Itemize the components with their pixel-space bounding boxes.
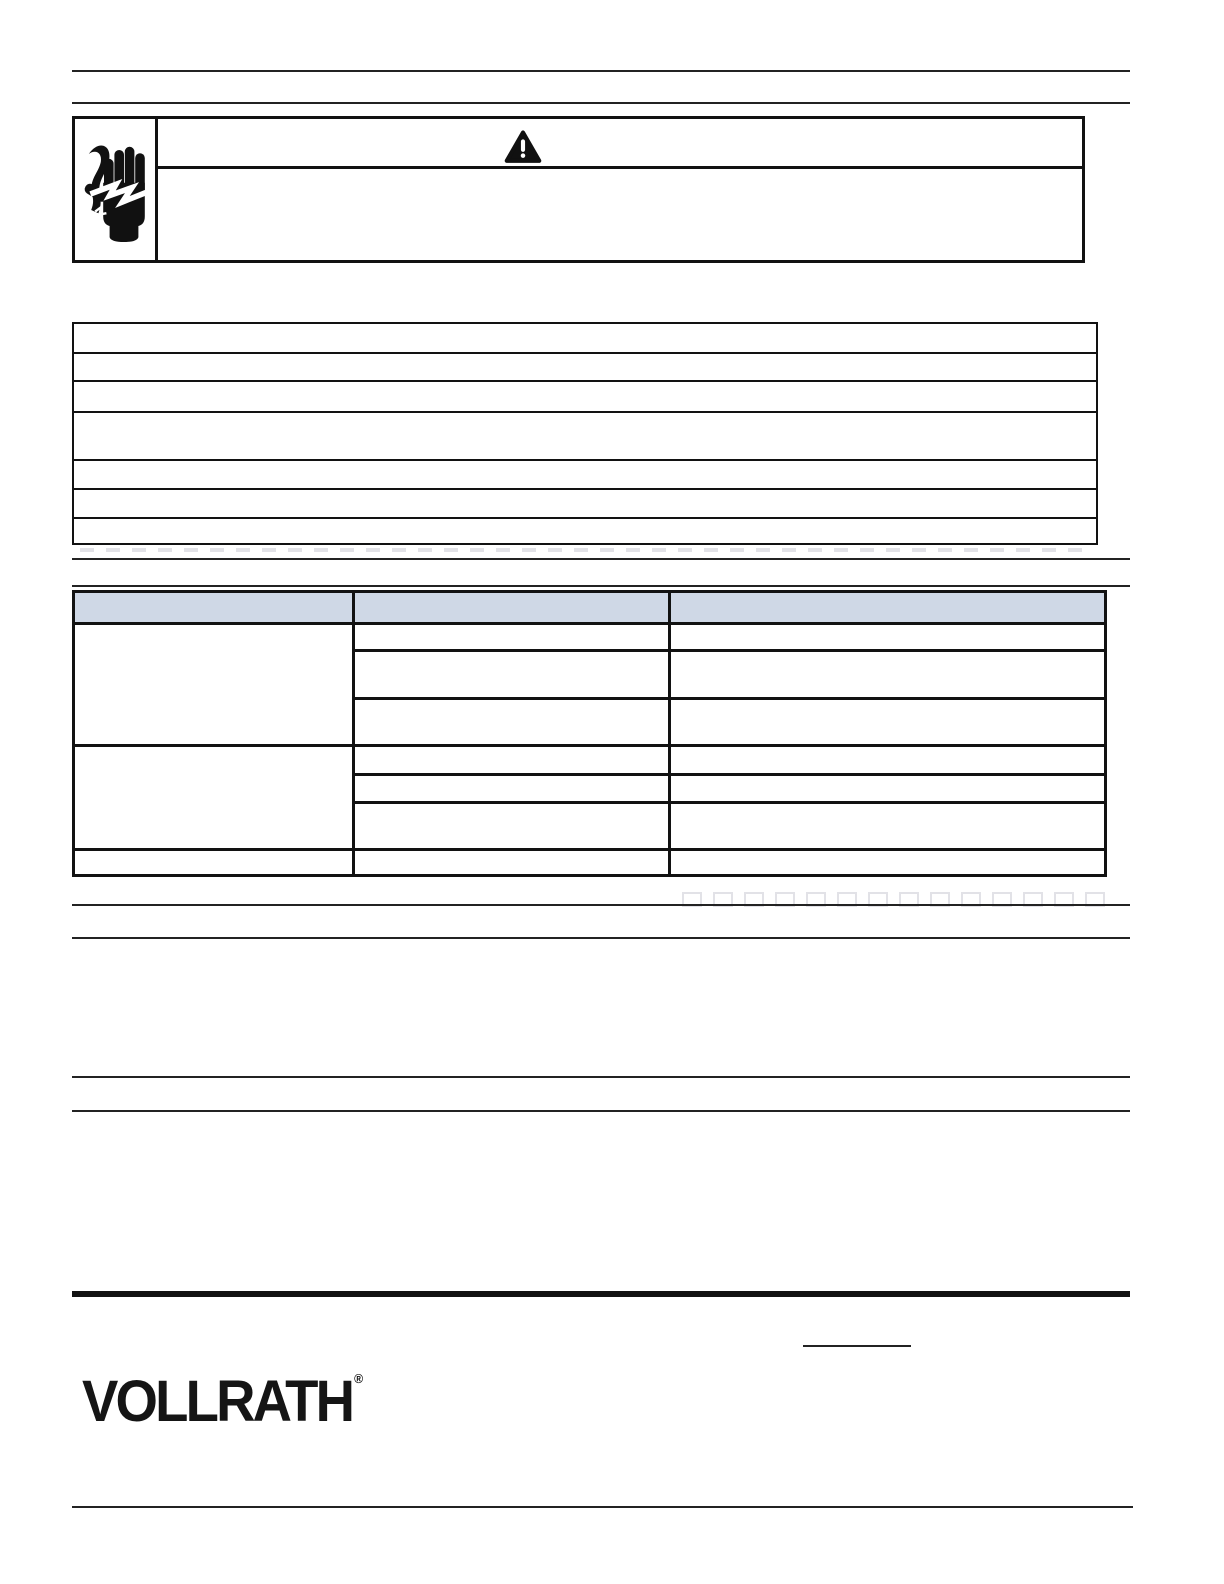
- warning-panel-icon-divider: [155, 116, 158, 263]
- header-rule-top: [72, 70, 1130, 72]
- vollrath-logo: [82, 1369, 364, 1434]
- section-rule: [72, 585, 1130, 587]
- list-table: [72, 322, 1098, 545]
- warning-panel: [72, 116, 1085, 263]
- troubleshooting-table-subrow-divider: [352, 649, 1107, 652]
- vollrath-logo-text: VOLLRATH: [82, 1369, 353, 1434]
- footer-bottom-rule: [72, 1506, 1133, 1508]
- section-rule: [72, 558, 1130, 560]
- warning-panel-header-divider: [155, 166, 1085, 169]
- section-rule: [72, 937, 1130, 939]
- section-rule: [72, 904, 1130, 906]
- registered-trademark-mark: ®: [354, 1371, 364, 1386]
- list-table-row-divider: [72, 352, 1098, 354]
- troubleshooting-table-subrow-divider: [352, 697, 1107, 700]
- list-table-row-divider: [72, 459, 1098, 461]
- warning-triangle-icon: [504, 129, 542, 165]
- troubleshooting-table-header-divider: [72, 622, 1107, 625]
- missing-glyph-artifact-dashes: [80, 548, 1092, 552]
- troubleshooting-table-column-divider: [668, 590, 671, 877]
- troubleshooting-table: [72, 590, 1107, 877]
- footer-thick-rule: [72, 1291, 1130, 1297]
- electric-shock-hand-icon: [78, 138, 154, 242]
- header-rule-bottom: [72, 102, 1130, 104]
- troubleshooting-table-column-divider: [352, 590, 355, 877]
- list-table-row-divider: [72, 380, 1098, 382]
- list-table-row-divider: [72, 517, 1098, 519]
- troubleshooting-table-group-divider: [72, 744, 1107, 747]
- footer-short-underline: [803, 1345, 911, 1347]
- troubleshooting-table-subrow-divider: [352, 773, 1107, 776]
- troubleshooting-table-subrow-divider: [352, 801, 1107, 804]
- section-rule: [72, 1110, 1130, 1112]
- list-table-row-divider: [72, 488, 1098, 490]
- section-rule: [72, 1076, 1130, 1078]
- list-table-row-divider: [72, 411, 1098, 413]
- troubleshooting-table-group-divider: [72, 848, 1107, 851]
